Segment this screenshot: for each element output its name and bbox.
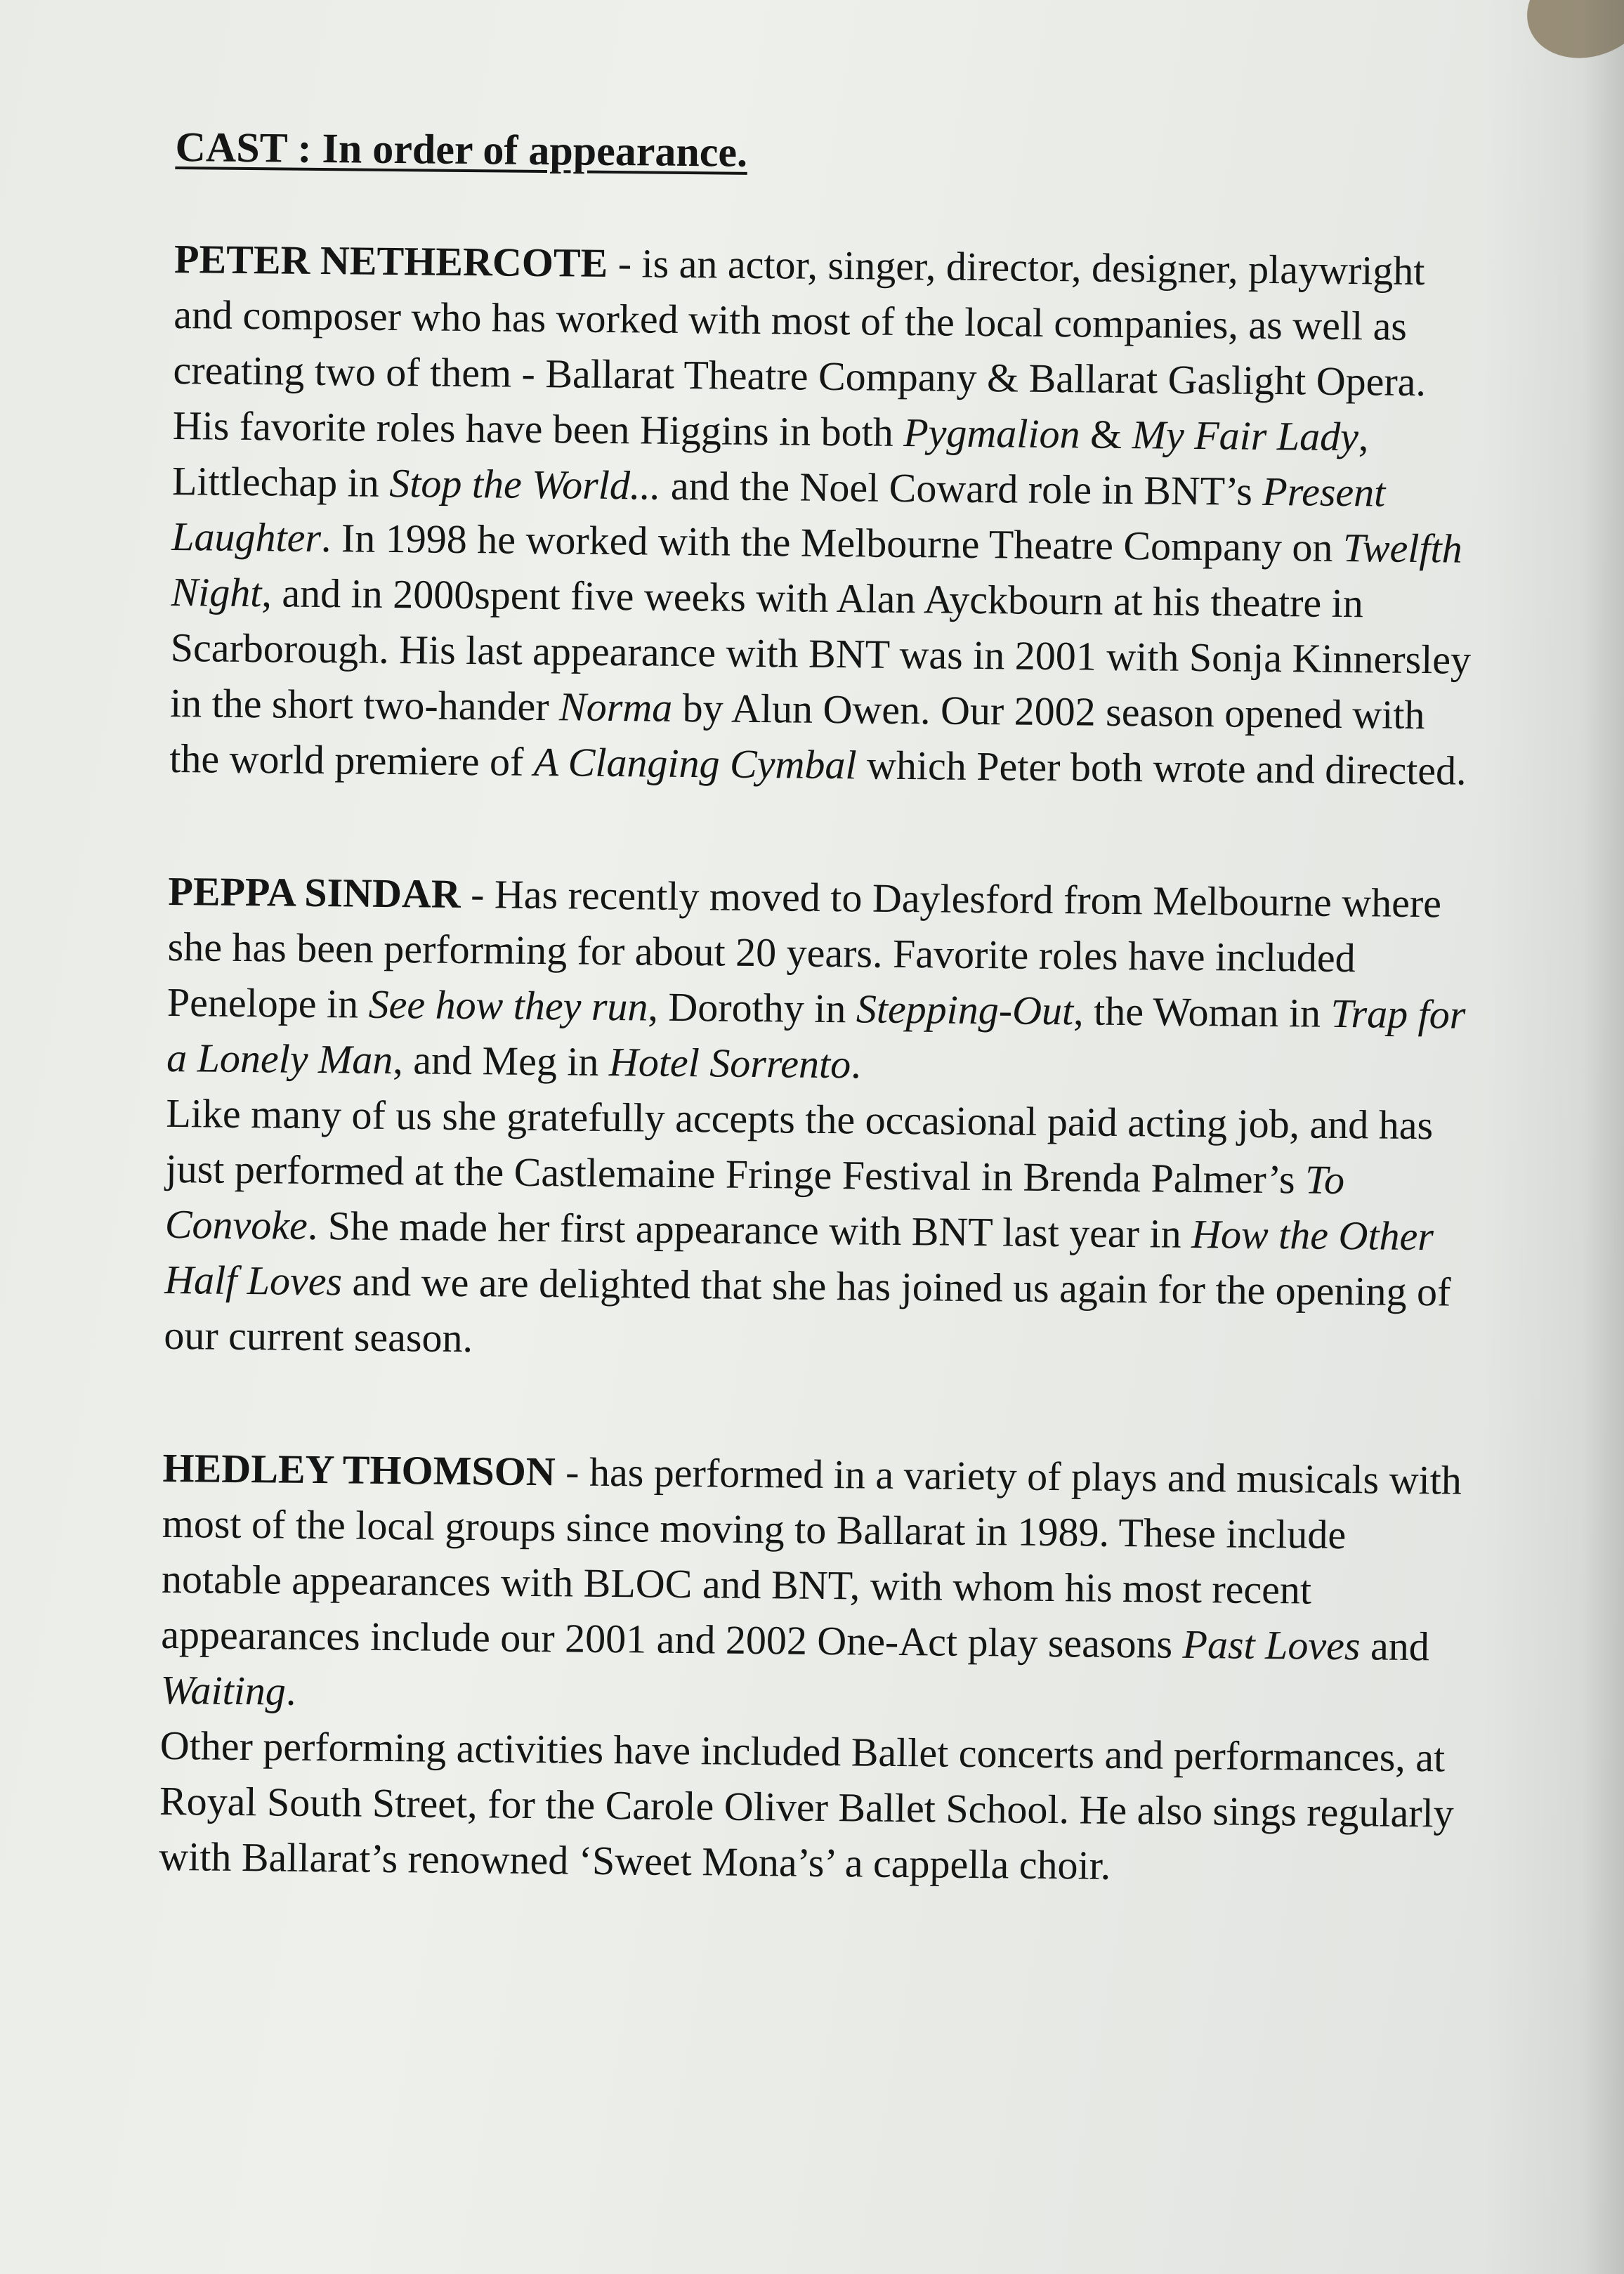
bio-text: - Has recently moved to Daylesford from Melbourne where she has been performing for about 20 years. Favorite roles have included Penelope in bbox=[166, 870, 1442, 1027]
bio-text: . In 1998 he worked with the Melbourne Theatre Company on bbox=[320, 515, 1344, 570]
title-text: Waiting bbox=[160, 1666, 287, 1714]
title-text: Trap for a Lonely Man bbox=[166, 990, 1466, 1083]
bio-text: which Peter both wrote and directed. bbox=[856, 742, 1467, 794]
bio-paragraph bbox=[169, 398, 1486, 799]
cast-heading: CAST : In order of appearance. bbox=[175, 123, 748, 176]
title-text: Present Laughter bbox=[171, 468, 1386, 561]
cast-bio bbox=[159, 1440, 1476, 1897]
title-text: A Clanging Cymbal bbox=[533, 738, 857, 788]
bio-text: and the Noel Coward role in BNT’s bbox=[660, 462, 1263, 514]
bio-paragraph bbox=[173, 231, 1488, 410]
cast-member-name: PEPPA SINDAR bbox=[168, 868, 461, 917]
bio-text: . bbox=[285, 1668, 296, 1714]
title-text: How the Other Half Loves bbox=[164, 1210, 1434, 1305]
bio-text: Like many of us she gratefully accepts the occasional paid acting job, and has just performed at the Castlemaine Fringe Festival in Brenda Palmer’s bbox=[165, 1090, 1434, 1203]
title-text: Past Loves bbox=[1182, 1621, 1361, 1669]
title-text: Stop the World... bbox=[388, 459, 661, 509]
bio-text: Other performing activities have included Ballet concerts and performances, at Royal South Street, for the Carole Oliver Ballet School. He also sings regularly with Ballarat’s renowned ‘Sweet Mona’s’ a cappella choir. bbox=[158, 1722, 1455, 1888]
cast-list bbox=[159, 231, 1488, 1897]
title-text: Norma bbox=[558, 684, 673, 731]
cast-section bbox=[158, 119, 1489, 1974]
bio-text: . bbox=[850, 1041, 862, 1087]
title-text: See how they run bbox=[368, 981, 648, 1030]
bio-text: . She made her first appearance with BNT last year in bbox=[307, 1202, 1192, 1257]
title-text: To Convoke bbox=[164, 1156, 1345, 1248]
title-text: Pygmalion bbox=[903, 409, 1080, 457]
bio-text: - is an actor, singer, director, designer, playwright and composer who has worked with most of the local companies, as well as creating two of them - Ballarat Theatre Company & Ballarat Gaslight Opera. bbox=[173, 240, 1427, 405]
bio-text: , Littlechap in bbox=[171, 414, 1369, 506]
bio-text: - has performed in a variety of plays and musicals with most of the local groups since moving to Ballarat in 1989. These include notable appearances with BLOC and BNT, with whom his most recent appearances include our 2001 and 2002 One-Act play seasons bbox=[160, 1449, 1462, 1667]
page-corner bbox=[1512, 0, 1624, 75]
bio-text: & bbox=[1080, 411, 1133, 458]
bio-text: , Dorothy in bbox=[648, 984, 857, 1032]
title-text: Twelfth Night bbox=[171, 524, 1462, 616]
bio-text: , and Meg in bbox=[393, 1037, 610, 1085]
bio-text: , and in 2000spent five weeks with Alan Ayckbourn at his theatre in Scarborough. His last appearance with BNT was in 2001 with Sonja Kinnersley in the short two-hander bbox=[169, 570, 1472, 730]
bio-paragraph bbox=[160, 1440, 1476, 1730]
cast-member-name: PETER NETHERCOTE bbox=[173, 235, 608, 286]
page-shadow bbox=[1484, 0, 1624, 2274]
bio-paragraph bbox=[164, 1085, 1480, 1375]
cast-bio bbox=[164, 863, 1482, 1375]
cast-member-name: HEDLEY THOMSON bbox=[162, 1444, 556, 1495]
title-text: My Fair Lady bbox=[1132, 412, 1359, 460]
cast-bio bbox=[169, 231, 1488, 799]
bio-text: and bbox=[1360, 1623, 1430, 1670]
bio-text: , the Woman in bbox=[1073, 988, 1331, 1036]
title-text: Stepping-Out bbox=[856, 986, 1074, 1034]
bio-paragraph bbox=[159, 1718, 1474, 1897]
bio-text: by Alun Owen. Our 2002 season opened with the world premiere of bbox=[169, 684, 1425, 785]
bio-text: His favorite roles have been Higgins in both bbox=[172, 402, 904, 455]
title-text: Hotel Sorrento bbox=[608, 1038, 851, 1087]
bio-text: and we are delighted that she has joined us again for the opening of our current season. bbox=[164, 1258, 1451, 1361]
bio-paragraph bbox=[166, 863, 1482, 1098]
